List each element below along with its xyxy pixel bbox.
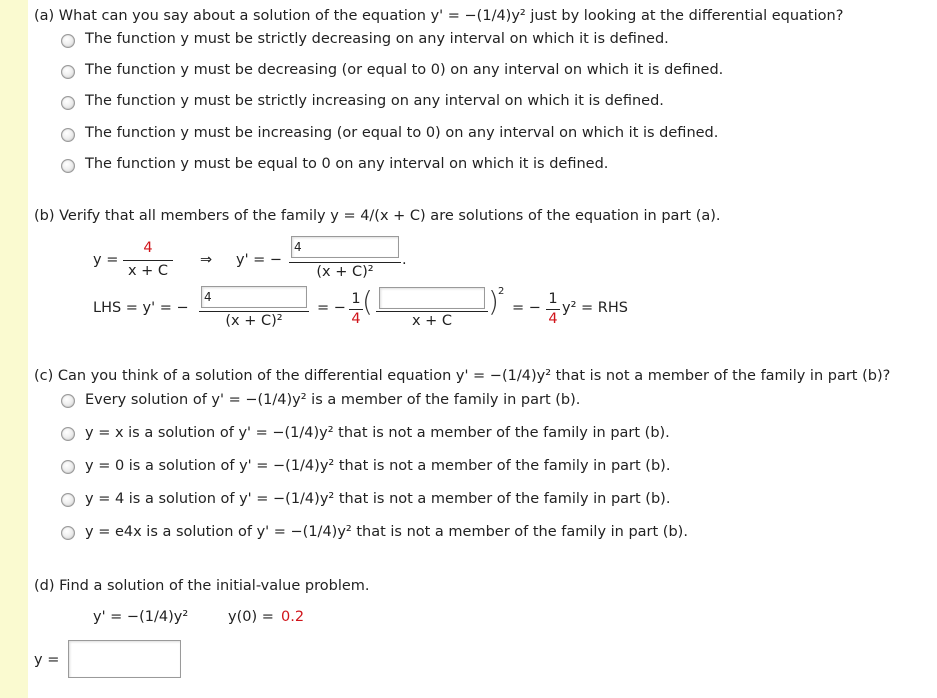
part-d-answer-input[interactable] — [68, 640, 181, 678]
part-a-question — [34, 8, 843, 24]
part-a-radio-4[interactable] — [61, 128, 75, 142]
part-b-frac-numerator: 4 — [143, 240, 153, 256]
part-b-deriv-denominator: (x + C)² — [316, 264, 374, 280]
rhs-tail: y² = RHS — [562, 300, 628, 316]
left-margin-bar — [0, 0, 28, 698]
paren-close: ) — [488, 285, 499, 318]
part-d-initial-label: y(0) = — [228, 609, 274, 625]
inner-frac-line — [376, 311, 488, 312]
part-a-q-pre: (a) What can you say about a solution of the equation y' = −(1/4)y² just by looking at the differential equation? — [34, 8, 844, 24]
part-b-y-label: y = — [93, 252, 119, 268]
part-c-radio-2[interactable] — [61, 427, 75, 441]
derivative-numerator-input[interactable] — [291, 236, 399, 258]
part-c-radio-4[interactable] — [61, 493, 75, 507]
part-c-option-4: y = 4 is a solution of y' = −(1/4)y² that is not a member of the family in part (b). — [85, 491, 671, 507]
part-b-period: . — [402, 252, 407, 268]
lhs-denominator: (x + C)² — [225, 313, 283, 329]
part-a-option-3: The function y must be strictly increasing on any interval on which it is defined. — [85, 93, 664, 109]
paren-open: ( — [362, 285, 373, 318]
quarter-numerator: 1 — [351, 291, 361, 307]
squared-exponent: 2 — [498, 286, 505, 297]
lhs-label: LHS = y' = − — [93, 300, 189, 316]
part-c-radio-5[interactable] — [61, 526, 75, 540]
part-a-option-1: The function y must be strictly decreasing on any interval on which it is defined. — [85, 31, 669, 47]
part-b-deriv-frac-line — [289, 262, 401, 263]
part-b-yprime-label: y' = − — [236, 252, 283, 268]
part-c-option-3: y = 0 is a solution of y' = −(1/4)y² that is not a member of the family in part (b). — [85, 458, 671, 474]
part-a-option-5: The function y must be equal to 0 on any interval on which it is defined. — [85, 156, 609, 172]
quarter-denominator: 4 — [351, 311, 361, 327]
part-b-frac-denominator: x + C — [127, 263, 169, 279]
part-c-option-5: y = e4x is a solution of y' = −(1/4)y² that is not a member of the family in part (b). — [85, 524, 688, 540]
eq-minus-1: = − — [317, 300, 346, 316]
part-b-question: (b) Verify that all members of the family y = 4/(x + C) are solutions of the equation in part (a). — [34, 208, 721, 224]
part-c-question: (c) Can you think of a solution of the differential equation y' = −(1/4)y² that is not a member of the family in part (b)? — [34, 368, 891, 384]
part-a-radio-2[interactable] — [61, 65, 75, 79]
part-a-radio-1[interactable] — [61, 34, 75, 48]
rhs-denominator: 4 — [548, 311, 558, 327]
part-a-option-2: The function y must be decreasing (or equal to 0) on any interval on which it is defined. — [85, 62, 724, 78]
part-c-option-2: y = x is a solution of y' = −(1/4)y² that is not a member of the family in part (b). — [85, 425, 670, 441]
rhs-frac-line — [546, 309, 560, 310]
quarter-frac-line — [349, 309, 363, 310]
part-a-option-4: The function y must be increasing (or equal to 0) on any interval on which it is defined. — [85, 125, 719, 141]
lhs-numerator-input[interactable] — [201, 286, 307, 308]
lhs-frac-line — [199, 311, 309, 312]
rhs-numerator: 1 — [548, 291, 558, 307]
part-d-equation: y' = −(1/4)y² — [93, 609, 189, 625]
part-a-radio-5[interactable] — [61, 159, 75, 173]
part-d-answer-label: y = — [34, 652, 60, 668]
part-c-radio-1[interactable] — [61, 394, 75, 408]
part-c-radio-3[interactable] — [61, 460, 75, 474]
part-a-radio-3[interactable] — [61, 96, 75, 110]
part-d-question: (d) Find a solution of the initial-value problem. — [34, 578, 370, 594]
eq-minus-2: = − — [512, 300, 541, 316]
part-d-initial-value: 0.2 — [281, 609, 305, 625]
inner-numerator-input[interactable] — [379, 287, 485, 309]
implies-arrow: ⇒ — [200, 252, 213, 268]
inner-denominator: x + C — [411, 313, 453, 329]
part-b-frac-line — [123, 260, 173, 261]
part-c-option-1: Every solution of y' = −(1/4)y² is a member of the family in part (b). — [85, 392, 581, 408]
